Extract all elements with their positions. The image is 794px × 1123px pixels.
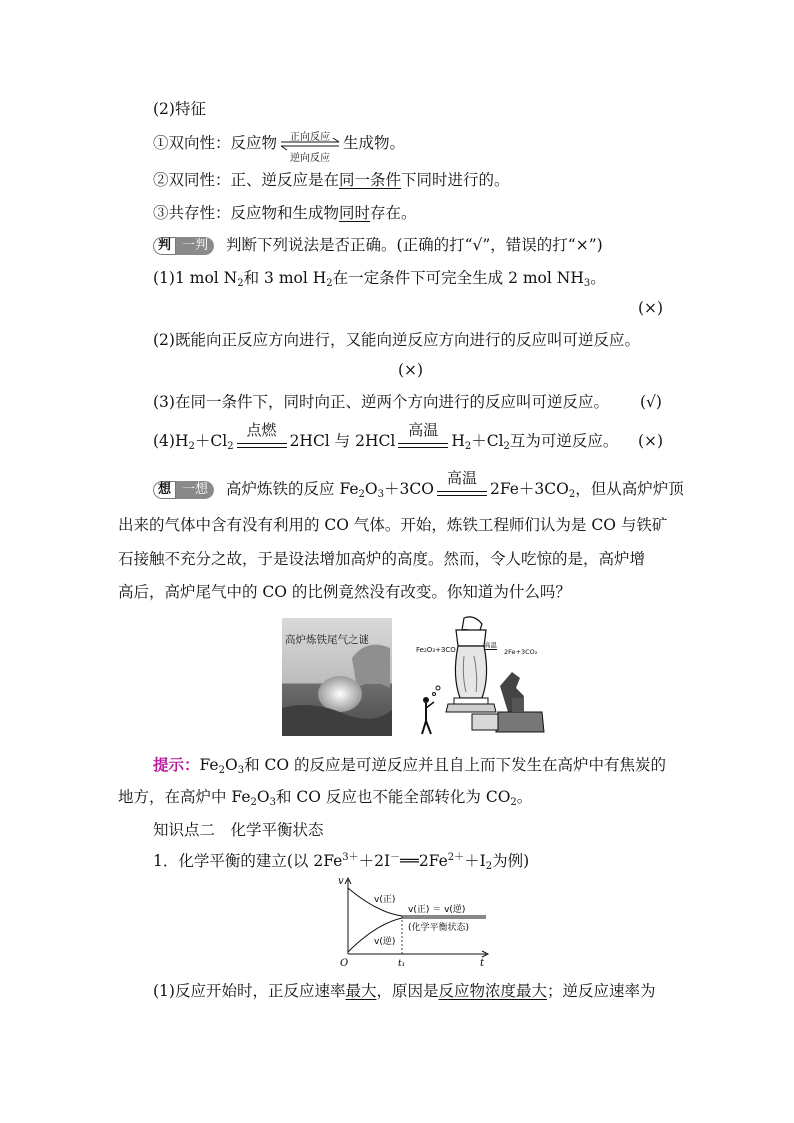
think-line-3: 石接触不充分之故，于是设法增加高炉的高度。然而，令人吃惊的是，高炉增 [118,550,646,568]
chart-svg [336,872,492,968]
judge-q3: (3)在同一条件下，同时向正、逆两个方向进行的反应叫可逆反应。 [153,393,609,411]
cartoon-eq-right: 2Fe+3CO₂ [504,648,538,656]
section-title: (2)特征 [153,100,206,118]
condition-equals: 点燃 [237,432,287,452]
judge-q4-answer: (×) [638,432,664,450]
cartoon-eq-left: Fe₂O₃+3CO [416,646,456,654]
feature-1: ①双向性：反应物 正向反应 逆向反应 生成物。 [153,132,406,164]
judge-q1-answer: (×) [638,299,664,317]
x-axis-label: t [480,958,485,968]
series-reverse-label: v(逆) [374,937,396,947]
reversible-arrow: 正向反应 逆向反应 [279,134,341,154]
think-line-4: 高后，高炉尾气中的 CO 的比例竟然没有改变。你知道为什么吗？ [118,583,571,601]
blast-furnace-cartoon [412,616,548,736]
knowledge-item-1: 1．化学平衡的建立(以 $2Fe^{3+}+2I^-══2Fe^{2+}+I_2$为例) [153,852,530,872]
judge-q4: $(4)H_2+Cl_2$ 点燃 2HCl 与 2HCl 高温 $H_2+Cl_2$互为可逆反应。 [153,421,619,452]
judge-q3-answer: (√) [640,393,662,411]
think-line-2: 出来的气体中含有没有利用的 CO 气体。开始，炼铁工程师们认为是 CO 与铁矿 [118,516,668,534]
think-line-1: 想 一想 高炉炼铁的反应 $Fe_2O_3+3CO$ 高温 $2Fe+3CO_2$，但从高炉炉顶 [153,479,684,505]
photo-caption: 高炉炼铁尾气之谜 [285,634,369,646]
equilibrium-chart [336,872,492,968]
think-badge: 想 一想 [153,481,214,499]
condition-equals: 高温 [398,432,448,452]
cartoon-eq-cond: 高温 [484,641,497,649]
annotation-equal: v(正) ＝ v(逆) [408,905,466,915]
knowledge-heading: 知识点二 化学平衡状态 [153,821,324,839]
hint-label: 提示： [153,755,200,774]
paragraph-1: (1)反应开始时，正反应速率最大，原因是反应物浓度最大；逆反应速率为 [153,982,656,1000]
origin-label: O [340,958,349,968]
judge-q2: (2)既能向正反应方向进行，又能向逆反应方向进行的反应叫可逆反应。 [153,331,640,349]
tick-label-t1: t₁ [398,959,406,968]
condition-equals: 高温 [437,480,487,500]
judge-q2-answer: (×) [398,361,424,379]
hint-line-2: 地方，在高炉中 $Fe_2O_3$和 CO 反应也不能全部转化为 $CO_2$。 [118,788,533,808]
judge-q1: (1)1 mol $N_2$和 3 mol $H_2$在一定条件下可完全生成 2 mol $NH_3$。 [153,269,606,289]
judge-badge: 判 一判 [153,237,214,255]
series-forward-label: v(正) [374,895,396,905]
hint-line-1: 提示：$Fe_2O_3$和 CO 的反应是可逆反应并且自上而下发生在高炉中有焦炭的 [153,755,667,776]
y-axis-label: v [338,876,344,887]
blast-furnace-photo [282,618,392,736]
feature-3: ③共存性：反应物和生成物同时存在。 [153,204,417,222]
feature-2: ②双同性：正、逆反应是在同一条件下同时进行的。 [153,171,510,189]
judge-intro: 判 一判 判断下列说法是否正确。(正确的打“√”，错误的打“×”) [153,235,603,255]
annotation-state: (化学平衡状态) [408,923,470,933]
